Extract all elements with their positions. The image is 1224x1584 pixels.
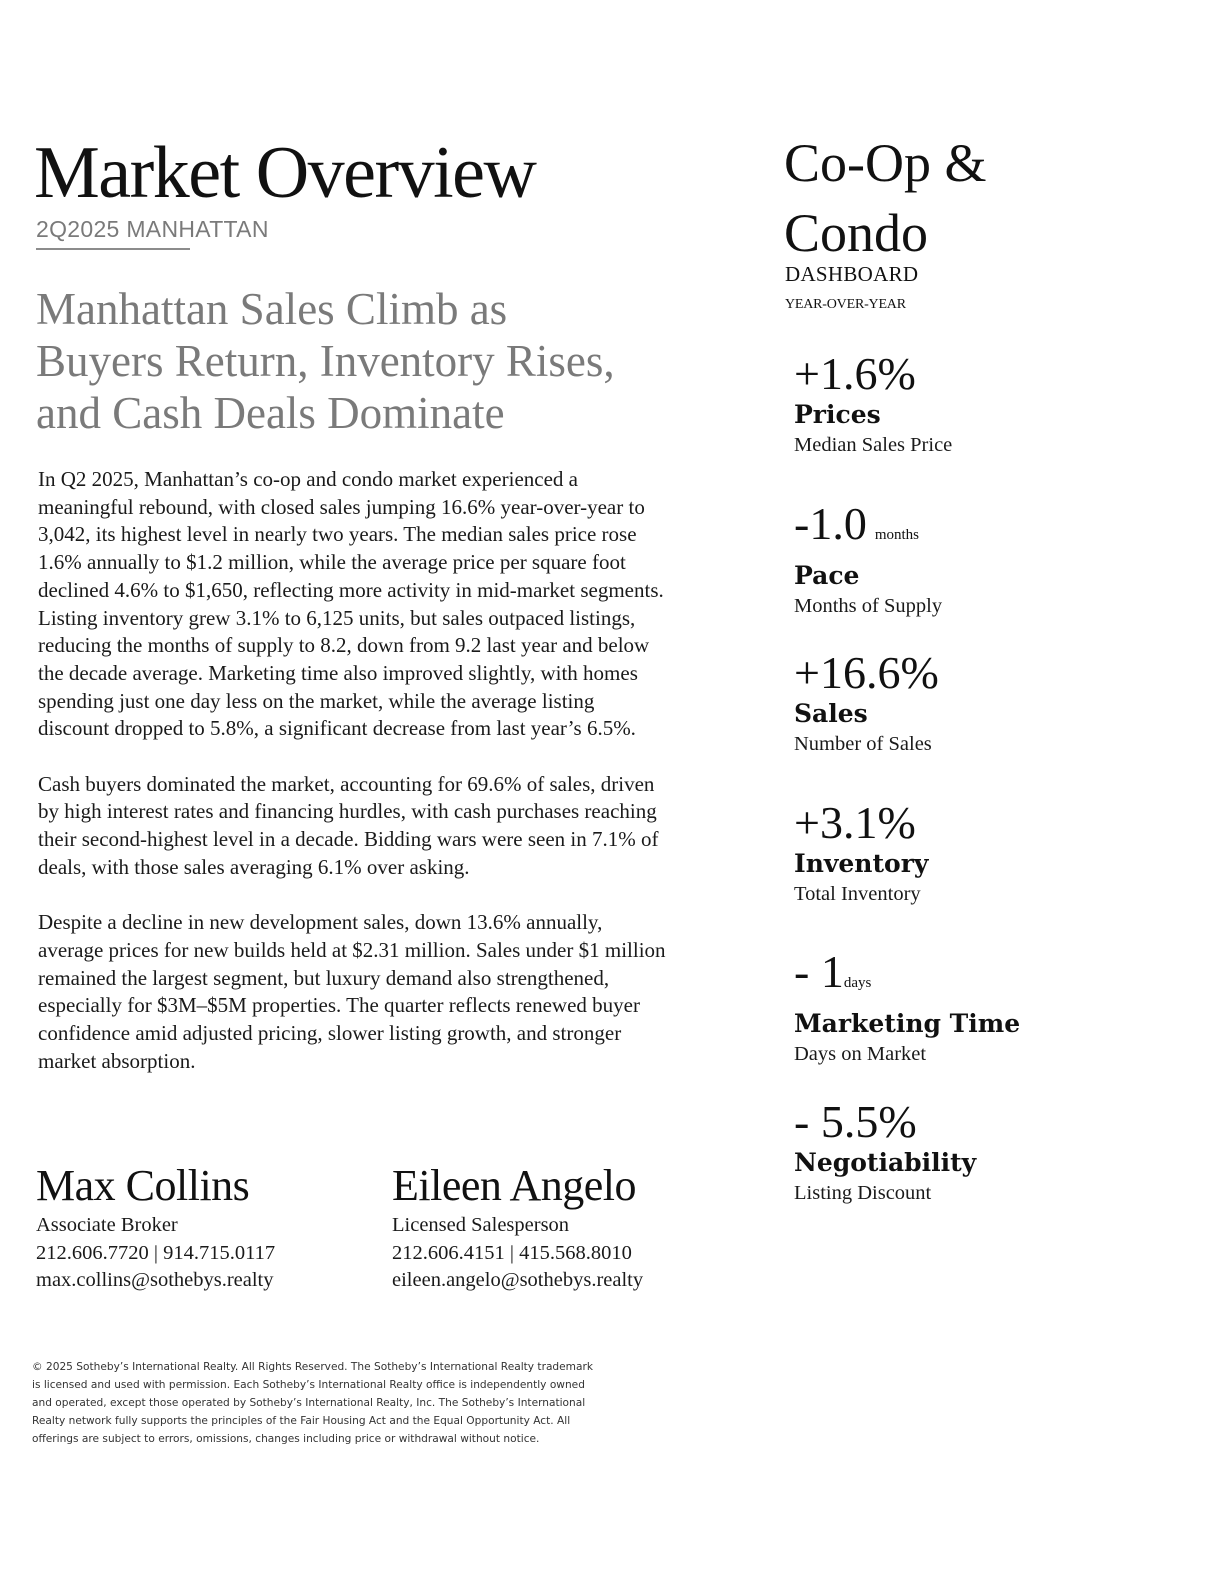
body-line: confidence amid adjusted pricing, slower listing growth, and stronger (38, 1021, 622, 1046)
metric-description: Total Inventory (794, 883, 921, 905)
contact-role: Associate Broker (36, 1214, 178, 1236)
dashboard-title-line: Condo (784, 203, 929, 263)
metric-description: Months of Supply (794, 595, 943, 617)
body-line: the decade average. Marketing time also improved slightly, with homes (38, 660, 638, 685)
metric-description: Number of Sales (794, 733, 932, 755)
body-line: remained the largest segment, but luxury demand also strengthened, (38, 965, 610, 990)
metric-value-text: +16.6% (794, 647, 939, 698)
metric-value (794, 946, 1194, 1009)
contact-phone[interactable]: 212.606.4151 | 415.568.8010 (392, 1241, 632, 1264)
metric-value-text: - 1 (794, 946, 844, 997)
page-subtitle: 2Q2025 MANHATTAN (36, 216, 269, 242)
metric-unit: days (843, 975, 872, 991)
page-title: Market Overview (34, 132, 536, 214)
metric-value-text: +3.1% (794, 797, 916, 848)
body-line: average prices for new builds held at $2.31 million. Sales under $1 million (38, 937, 666, 962)
headline-line: Manhattan Sales Climb as (36, 284, 508, 334)
legal-disclaimer (32, 1358, 622, 1448)
metric-value (794, 1096, 1194, 1148)
legal-line: Realty network fully supports the principles of the Fair Housing Act and the Equal Opportunity Act. All (32, 1415, 571, 1427)
contact-email[interactable]: max.collins@sothebys.realty (36, 1269, 274, 1291)
metric-value (794, 498, 1194, 561)
contact-phone[interactable]: 212.606.7720 | 914.715.0117 (36, 1241, 276, 1264)
metric-description: Listing Discount (794, 1182, 932, 1204)
paragraph-1 (38, 466, 738, 743)
legal-line: is licensed and used with permission. Each Sotheby’s International Realty office is independently owned (32, 1379, 585, 1391)
contact-card-max-collins (36, 1160, 275, 1295)
dashboard-period: YEAR-OVER-YEAR (785, 297, 906, 312)
metric-unit: months (874, 527, 920, 543)
contact-name: Eileen Angelo (392, 1161, 636, 1210)
metric-description: Days on Market (794, 1043, 927, 1065)
body-line: Despite a decline in new development sales, down 13.6% annually, (38, 910, 603, 935)
legal-line: and operated, except those operated by Sotheby’s International Realty, Inc. The Sotheby’s International (32, 1397, 586, 1409)
body-line: reducing the months of supply to 8.2, down from 9.2 last year and below (38, 633, 650, 658)
paragraph-2 (38, 771, 738, 882)
legal-line: offerings are subject to errors, omissions, changes including price or withdrawal without notice. (32, 1433, 540, 1445)
metric-label: Marketing Time (794, 1009, 1021, 1038)
body-line: Listing inventory grew 3.1% to 6,125 units, but sales outpaced listings, (38, 605, 636, 630)
metric-sales (794, 647, 1194, 759)
metric-label: Prices (794, 400, 881, 429)
body-line: meaningful rebound, with closed sales jumping 16.6% year-over-year to (38, 494, 645, 519)
body-line: spending just one day less on the market, while the average listing (38, 688, 595, 713)
contact-name: Max Collins (36, 1161, 250, 1210)
metric-negotiability (794, 1096, 1194, 1208)
body-line: declined 4.6% to $1,650, reflecting more activity in mid-market segments. (38, 577, 664, 602)
body-line: especially for $3M–$5M properties. The quarter reflects renewed buyer (38, 993, 640, 1018)
subtitle-underline (36, 248, 190, 250)
metric-label: Negotiability (794, 1148, 977, 1177)
metric-label: Pace (794, 561, 860, 590)
metric-marketing-time (794, 946, 1194, 1069)
dashboard-subtitle: DASHBOARD (785, 262, 919, 286)
body-line: market absorption. (38, 1048, 196, 1073)
headline-line: and Cash Deals Dominate (36, 388, 505, 438)
body-text (38, 466, 738, 1075)
headline-line: Buyers Return, Inventory Rises, (36, 336, 615, 386)
contact-card-eileen-angelo (392, 1160, 643, 1295)
body-line: 3,042, its highest level in nearly two years. The median sales price rose (38, 522, 637, 547)
metric-value (794, 348, 1194, 400)
body-line: discount dropped to 5.8%, a significant decrease from last year’s 6.5%. (38, 716, 636, 741)
metric-value-text: +1.6% (794, 348, 916, 399)
metric-value (794, 647, 1194, 699)
headline (36, 283, 716, 439)
metric-value-text: - 5.5% (794, 1096, 917, 1147)
metric-prices (794, 348, 1194, 460)
body-line: deals, with those sales averaging 6.1% over asking. (38, 854, 470, 879)
body-line: 1.6% annually to $1.2 million, while the average price per square foot (38, 550, 626, 575)
body-line: Cash buyers dominated the market, accounting for 69.6% of sales, driven (38, 771, 655, 796)
dashboard-title-line: Co-Op & (784, 133, 987, 193)
legal-line: © 2025 Sotheby’s International Realty. All Rights Reserved. The Sotheby’s International Realty trademark (32, 1361, 593, 1373)
paragraph-spacer (38, 882, 738, 910)
contact-role: Licensed Salesperson (392, 1214, 570, 1236)
dashboard-title (784, 128, 987, 268)
body-line: their second-highest level in a decade. Bidding wars were seen in 7.1% of (38, 827, 659, 852)
paragraph-3 (38, 909, 738, 1075)
metric-pace (794, 498, 1194, 621)
paragraph-spacer (38, 743, 738, 771)
body-line: In Q2 2025, Manhattan’s co-op and condo market experienced a (38, 467, 578, 491)
metric-description: Median Sales Price (794, 434, 953, 456)
metric-label: Sales (794, 699, 868, 728)
metric-label: Inventory (794, 849, 929, 878)
metric-inventory (794, 797, 1194, 909)
contact-email[interactable]: eileen.angelo@sothebys.realty (392, 1269, 644, 1291)
body-line: by high interest rates and financing hurdles, with cash purchases reaching (38, 799, 657, 824)
metric-value-text: -1.0 (794, 498, 867, 549)
metric-value (794, 797, 1194, 849)
